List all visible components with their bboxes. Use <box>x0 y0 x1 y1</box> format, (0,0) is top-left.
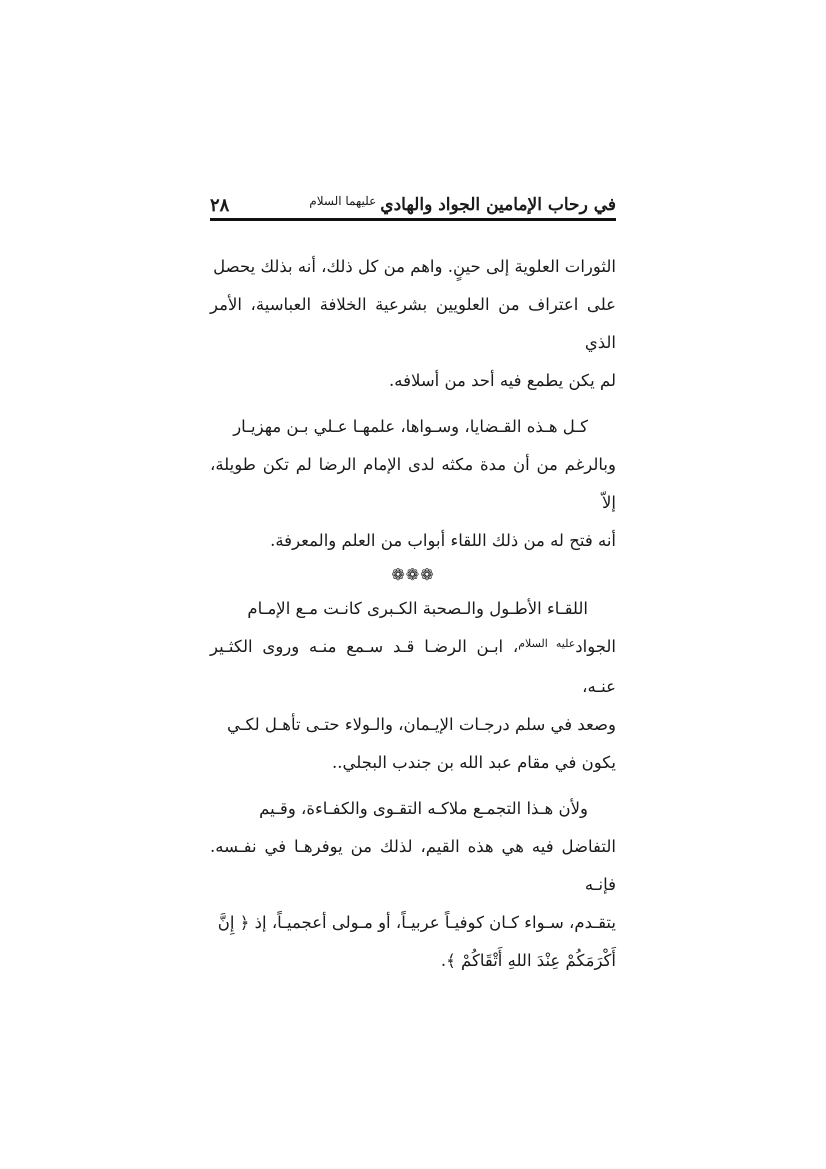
honorific-glyph: عليه السلام <box>518 637 576 650</box>
running-title-text: في رحاب الإمامين الجواد والهادي <box>380 195 616 215</box>
text-line: لم يكن يطمع فيه أحد من أسلافه. <box>389 371 616 390</box>
paragraph-3 <box>210 590 616 782</box>
text-line: أنه فتح له من ذلك اللقاء أبواب من العلم والمعرفة. <box>270 531 616 550</box>
page-header <box>210 192 616 218</box>
section-separator: ❁❁❁ <box>391 565 435 584</box>
paragraph-2 <box>210 408 616 560</box>
paragraph-1 <box>210 248 616 400</box>
text-line: يكون في مقام عبد الله بن جندب البجلي.. <box>331 753 616 772</box>
text-line: الثورات العلوية إلى حينٍ. واهم من كل ذلك، أنه بذلك يحصل <box>213 257 616 276</box>
body-text <box>210 248 616 980</box>
text-line: التفاضل فيه هي هذه القيم، لذلك من يوفرهـا في نفـسه. فإنـه <box>210 837 616 894</box>
book-page <box>210 0 616 1169</box>
text-line: اللقـاء الأطـول والـصحبة الكـبرى كانـت مـع الإمـام <box>247 599 588 618</box>
paragraph-4 <box>210 790 616 980</box>
text-line: وصعد في سلم درجـات الإيـمان، والـولاء حتـى تأهـل لكـي <box>226 715 616 734</box>
text-line: كـل هـذه القـضايا، وسـواها، علمهـا عـلي بـن مهزيـار <box>233 417 588 436</box>
text-run: الجواد <box>575 637 616 656</box>
text-line: وبالرغم من أن مدة مكثه لدى الإمام الرضا لم تكن طويلة، إلاّ <box>210 455 616 512</box>
running-title <box>309 195 616 215</box>
header-divider <box>210 218 616 221</box>
text-line: يتقـدم، سـواء كـان كوفيـاً عربيـاً، أو مـولى أعجميـاً، إذ ﴿ إِنَّ <box>217 913 616 932</box>
text-line <box>210 628 616 706</box>
text-run: ، ابـن الرضـا قـد سـمع منـه وروى الكثـير عنـه، <box>210 637 616 696</box>
text-line: على اعتراف من العلويين بشرعية الخلافة العباسية، الأمر الذي <box>210 295 616 352</box>
honorific-glyph: عليهما السلام <box>309 194 377 208</box>
text-line: أَكْرَمَكُمْ عِنْدَ اللهِ أَتْقَاكُمْ ﴾. <box>440 951 616 970</box>
page-number: ٢٨ <box>210 194 230 216</box>
text-line: ولأن هـذا التجمـع ملاكـه التقـوى والكفـاءة، وقـيم <box>259 799 588 818</box>
